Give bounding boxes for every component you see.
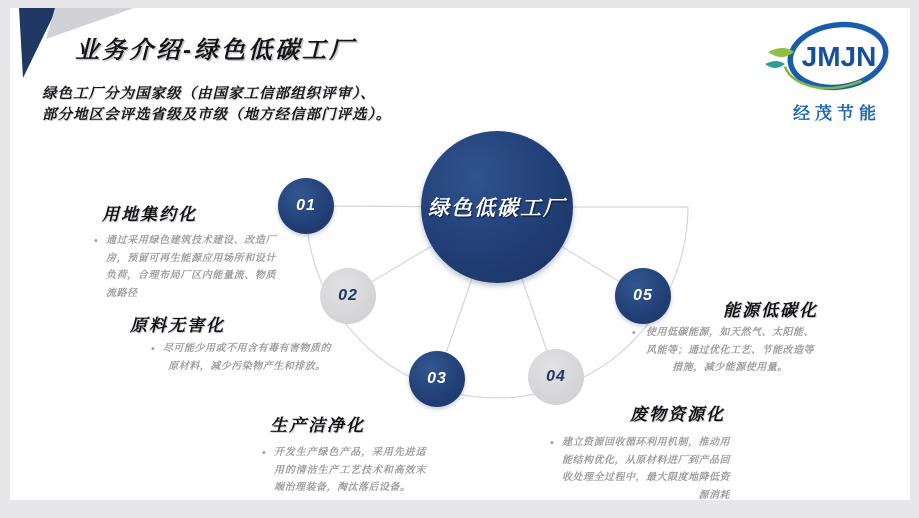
subtitle-line-1: 绿色工厂分为国家级（由国家工信部组织评审）、 <box>42 86 376 102</box>
node-circle-03 <box>409 351 465 407</box>
section-desc-text-03: 开发生产绿色产品，采用先进适用的清洁生产工艺技术和高效末端治理装备，淘汰落后设备。 <box>274 447 426 493</box>
section-desc-01 <box>94 232 276 302</box>
section-title-01: 用地集约化 <box>102 205 197 224</box>
bullet-dot-icon: • <box>262 448 267 459</box>
bullet-dot-icon: • <box>632 328 637 339</box>
bullet-dot-icon: • <box>94 236 99 247</box>
section-desc-text-05: 使用低碳能源，如天然气、太阳能、风能等；通过优化工艺、节能改造等措施，减少能源使用量。 <box>646 327 814 373</box>
node-circle-02 <box>320 268 376 324</box>
bullet-dot-icon: • <box>550 438 555 449</box>
section-desc-text-04: 建立资源回收循环利用机制，推动用能结构优化，从原材料进厂到产品回收处理全过程中，最大限度地降低资源消耗 <box>562 437 730 500</box>
logo-text: JMJN <box>801 41 877 72</box>
bullet-dot-icon: • <box>151 344 156 355</box>
node-number-01: 01 <box>296 197 316 214</box>
center-circle <box>421 131 573 283</box>
node-number-02: 02 <box>338 287 358 304</box>
node-circle-05 <box>615 268 671 324</box>
section-title-03: 生产洁净化 <box>270 416 365 435</box>
slide-canvas <box>10 8 910 500</box>
page-title: 业务介绍-绿色低碳工厂 <box>75 37 356 64</box>
section-title-04: 废物资源化 <box>630 405 725 424</box>
center-label: 绿色低碳工厂 <box>428 197 566 220</box>
node-circle-04 <box>528 349 584 405</box>
section-desc-text-02: 尽可能少用或不用含有毒有害物质的原材料，减少污染物产生和排放。 <box>163 343 331 372</box>
section-desc-04 <box>550 434 730 500</box>
section-title-05: 能源低碳化 <box>723 301 818 320</box>
section-desc-05 <box>632 324 816 377</box>
section-desc-02 <box>151 340 331 375</box>
section-desc-03 <box>262 444 426 497</box>
section-desc-text-01: 通过采用绿色建筑技术建设、改造厂房，预留可再生能源应用场所和设计负荷，合理布局厂区内能量流、物质流路径 <box>106 235 276 299</box>
subtitle-line-2: 部分地区会评选省级及市级（地方经信部门评选）。 <box>42 107 392 123</box>
node-number-04: 04 <box>546 368 566 385</box>
section-title-02: 原料无害化 <box>130 316 225 335</box>
node-number-05: 05 <box>633 287 653 304</box>
node-number-03: 03 <box>427 370 447 387</box>
company-name: 经茂节能 <box>793 104 881 123</box>
node-circle-01 <box>278 178 334 234</box>
